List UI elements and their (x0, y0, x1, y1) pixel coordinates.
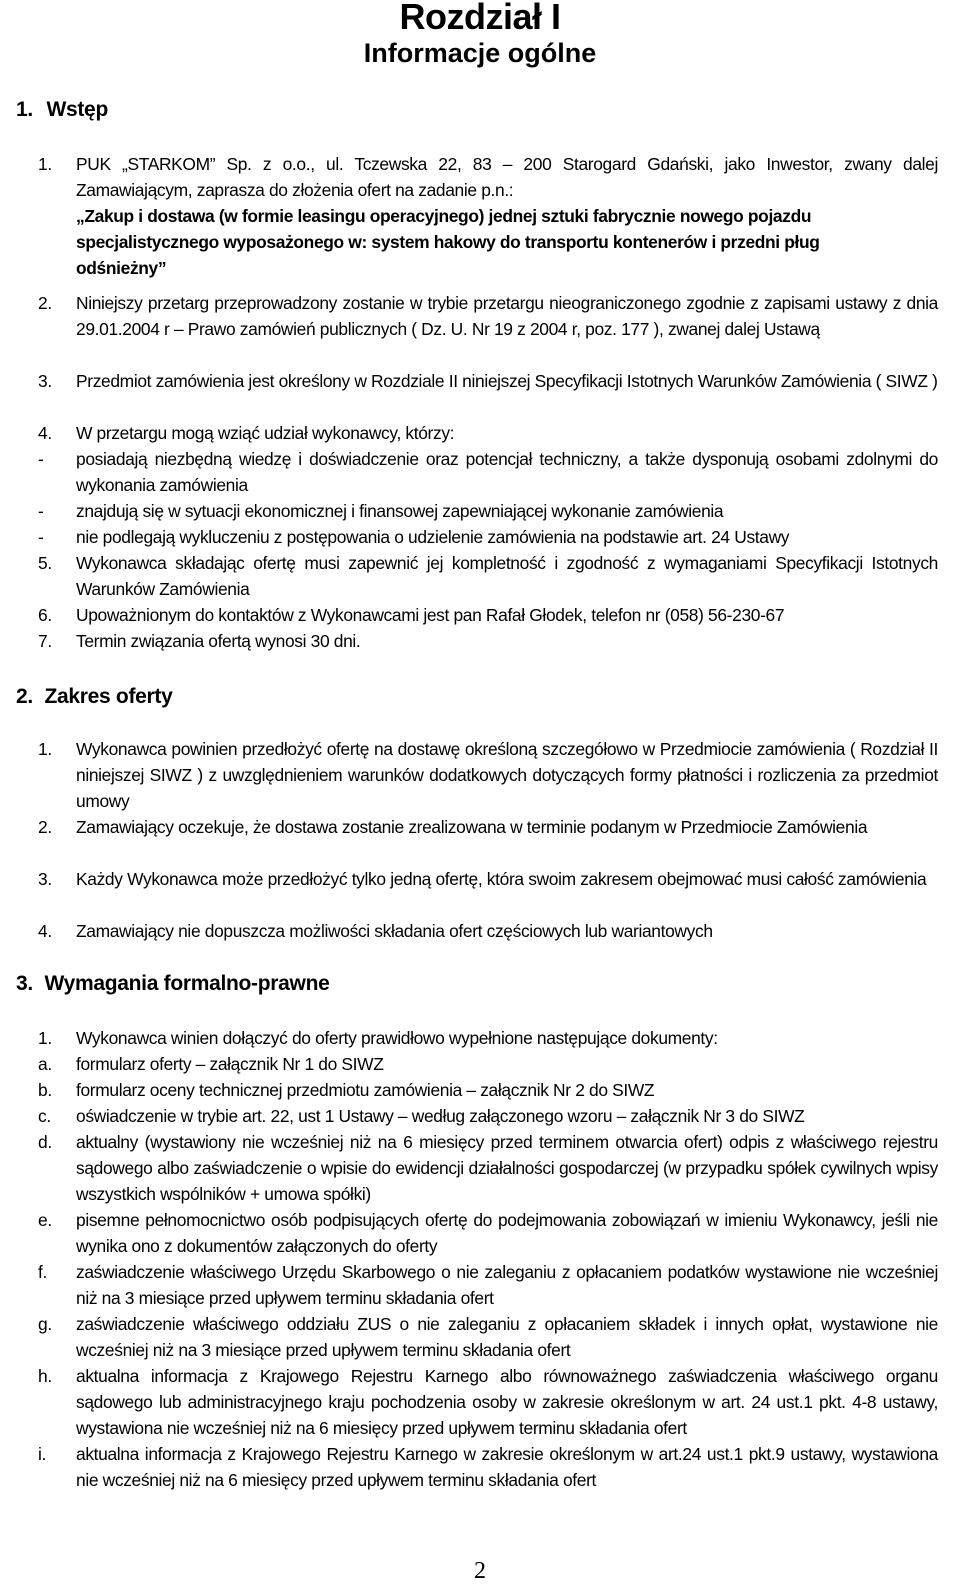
item-number: 6. (38, 605, 52, 625)
item-letter: h. (38, 1366, 52, 1386)
item-number: 3. (38, 869, 52, 889)
item-letter: d. (38, 1132, 52, 1152)
item-letter: a. (38, 1054, 52, 1074)
item-text: pisemne pełnomocnictwo osób podpisujących ofertę do podejmowania zobowiązań w imieniu Wykonawcy, jeśli nie wynika ono z dokumentów załączonych do oferty (76, 1210, 938, 1256)
item-text: posiadają niezbędną wiedzę i doświadczenie oraz potencjał techniczny, a także dysponują osobami zdolnymi do wykonania zamówienia (76, 449, 938, 495)
item-number: 1. (38, 1028, 52, 1048)
section-number: 2. (16, 685, 33, 708)
section-number: 1. (16, 98, 33, 121)
section-heading-1 (16, 96, 108, 124)
item-number: 5. (38, 553, 52, 573)
item-text: formularz oceny technicznej przedmiotu zamówienia – załącznik Nr 2 do SIWZ (76, 1080, 655, 1100)
item-text: aktualna informacja z Krajowego Rejestru Karnego albo równoważnego zaświadczenia właściwego organu sądowego lub administracyjnego kraju pochodzenia osoby w zakresie określonym w art. 24 ust.1 pkt. 4-8 ustawy, wystawiona nie wcześniej niż na 6 miesięcy przed upływem terminu składania ofert (76, 1366, 938, 1438)
item-number: 3. (38, 371, 52, 391)
item-text: Wykonawca winien dołączyć do oferty prawidłowo wypełnione następujące dokumenty: (76, 1028, 718, 1048)
item-dash: - (38, 527, 44, 547)
section-title: Wymagania formalno-prawne (44, 972, 330, 995)
item-letter: c. (38, 1106, 51, 1126)
item-text: Zamawiający oczekuje, że dostawa zostanie zrealizowana w terminie podanym w Przedmiocie Zamówienia (76, 817, 868, 837)
item-text: znajdują się w sytuacji ekonomicznej i finansowej zapewniającej wykonanie zamówienia (76, 501, 724, 521)
chapter-subtitle: Informacje ogólne (363, 38, 597, 68)
page-number: 2 (474, 1558, 486, 1584)
item-text: Wykonawca powinien przedłożyć ofertę na dostawę określoną szczegółowo w Przedmiocie zamówienia ( Rozdział II niniejszej SIWZ ) z uwzględnieniem warunków dodatkowych dotyczących formy płatności i rozliczenia za przedmiot umowy (76, 739, 938, 811)
item-text: W przetargu mogą wziąć udział wykonawcy, którzy: (76, 423, 455, 443)
item-text: Przedmiot zamówienia jest określony w Rozdziale II niniejszej Specyfikacji Istotnych Warunków Zamówienia ( SIWZ ) (76, 371, 938, 391)
item-text: Upoważnionym do kontaktów z Wykonawcami jest pan Rafał Głodek, telefon nr (058) 56-230-67 (76, 605, 785, 625)
chapter-title: Rozdział I (399, 0, 561, 37)
item-number: 1. (38, 154, 52, 174)
item-text: Każdy Wykonawca może przedłożyć tylko jedną ofertę, która swoim zakresem obejmować musi całość zamówienia (76, 869, 927, 889)
item-number: 7. (38, 631, 52, 651)
section-title: Zakres oferty (44, 685, 173, 708)
item-text: PUK „STARKOM” Sp. z o.o., ul. Tczewska 22, 83 – 200 Starogard Gdański, jako Inwestor, zwany dalej Zamawiającym, zaprasza do złożenia ofert na zadanie p.n.: (76, 154, 938, 200)
item-text: zaświadczenie właściwego Urzędu Skarbowego o nie zaleganiu z opłacaniem podatków wystawione nie wcześniej niż na 3 miesiące przed upływem terminu składania ofert (76, 1262, 938, 1308)
item-text: nie podlegają wykluczeniu z postępowania o udzielenie zamówienia na podstawie art. 24 Ustawy (76, 527, 790, 547)
item-text: Wykonawca składając ofertę musi zapewnić jej kompletność i zgodność z wymaganiami Specyfikacji Istotnych Warunków Zamówienia (76, 553, 938, 599)
item-dash: - (38, 501, 44, 521)
item-text: Niniejszy przetarg przeprowadzony zostanie w trybie przetargu nieograniczonego zgodnie z zapisami ustawy z dnia 29.01.2004 r – Prawo zamówień publicznych ( Dz. U. Nr 19 z 2004 r, poz. 177 ), zwanej dalej Ustawą (76, 293, 938, 339)
item-number: 4. (38, 921, 52, 941)
section-number: 3. (16, 972, 33, 995)
item-dash: - (38, 449, 44, 469)
item-text: oświadczenie w trybie art. 22, ust 1 Ustawy – według załączonego wzoru – załącznik Nr 3 do SIWZ (76, 1106, 805, 1126)
item-number: 2. (38, 293, 52, 313)
item-text: aktualny (wystawiony nie wcześniej niż na 6 miesięcy przed terminem otwarcia ofert) odpis z właściwego rejestru sądowego albo zaświadczenie o wpisie do ewidencji działalności gospodarczej (w przypadku spółek cywilnych wpisy wszystkich wspólników + umowa spółki) (76, 1132, 938, 1204)
section-heading-3 (16, 970, 329, 998)
section-title: Wstęp (46, 98, 108, 121)
contract-subject-text: „Zakup i dostawa (w formie leasingu operacyjnego) jednej sztuki fabrycznie nowego pojazdu specjalistycznego wyposażonego w: system hakowy do transportu kontenerów i przedni pług odśnieżny” (76, 206, 820, 278)
section-heading-2 (16, 683, 172, 711)
item-letter: b. (38, 1080, 52, 1100)
item-text: Zamawiający nie dopuszcza możliwości składania ofert częściowych lub wariantowych (76, 921, 713, 941)
item-number: 4. (38, 423, 52, 443)
item-text: aktualna informacja z Krajowego Rejestru Karnego w zakresie określonym w art.24 ust.1 pkt.9 ustawy, wystawiona nie wcześniej niż na 6 miesięcy przed upływem terminu składania ofert (76, 1444, 938, 1490)
item-letter: i. (38, 1444, 46, 1464)
item-number: 1. (38, 739, 52, 759)
item-letter: e. (38, 1210, 52, 1230)
item-letter: g. (38, 1314, 52, 1334)
item-number: 2. (38, 817, 52, 837)
item-text: zaświadczenie właściwego oddziału ZUS o nie zaleganiu z opłacaniem składek i innych opłat, wystawione nie wcześniej niż na 3 miesiące przed upływem terminu składania ofert (76, 1314, 938, 1360)
item-text: formularz oferty – załącznik Nr 1 do SIWZ (76, 1054, 384, 1074)
item-text: Termin związania ofertą wynosi 30 dni. (76, 631, 361, 651)
item-letter: f. (38, 1262, 47, 1282)
